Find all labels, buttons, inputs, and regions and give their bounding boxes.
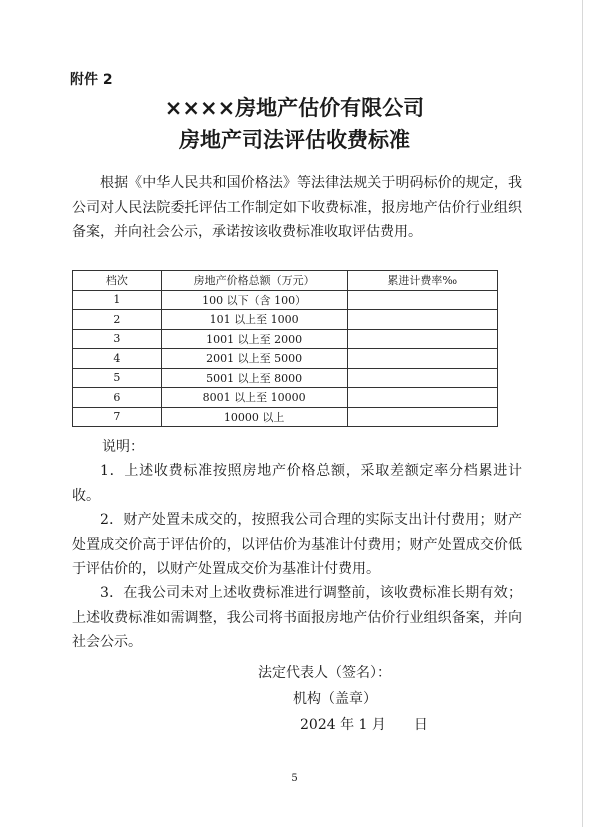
cell-rate (347, 310, 498, 330)
document-title-company: ××××房地产估价有限公司 (164, 96, 425, 120)
signature-date: 2024 年 1 月 日 (300, 717, 428, 733)
cell-range: 2001 以上至 5000 (161, 349, 347, 369)
note-item-1: 1．上述收费标准按照房地产价格总额，采取差额定率分档累进计收。 (72, 463, 522, 504)
cell-range: 1001 以上至 2000 (161, 329, 347, 349)
header-amount: 房地产价格总额（万元） (161, 271, 347, 291)
table-row (73, 349, 498, 369)
cell-range: 10000 以上 (161, 407, 347, 427)
cell-level: 6 (73, 388, 162, 408)
table-header-row (73, 271, 498, 291)
cell-rate (347, 290, 498, 310)
attachment-label: 附件 2 (70, 72, 113, 88)
table-row (73, 290, 498, 310)
cell-range: 5001 以上至 8000 (161, 368, 347, 388)
cell-rate (347, 388, 498, 408)
cell-range: 101 以上至 1000 (161, 310, 347, 330)
note-item-2: 2．财产处置未成交的，按照我公司合理的实际支出计付费用；财产处置成交价高于评估价的，以评估价为基准计付费用；财产处置成交价低于评估价的，以财产处置成交价为基准计付费用。 (72, 512, 522, 577)
intro-paragraph: 根据《中华人民共和国价格法》等法律法规关于明码标价的规定，我公司对人民法院委托评估工作制定如下收费标准，报房地产估价行业组织备案，并向社会公示，承诺按该收费标准收取评估费用。 (72, 175, 522, 240)
cell-level: 5 (73, 368, 162, 388)
table-row (73, 407, 498, 427)
cell-level: 7 (73, 407, 162, 427)
cell-level: 3 (73, 329, 162, 349)
cell-range: 8001 以上至 10000 (161, 388, 347, 408)
table-row (73, 310, 498, 330)
table-row (73, 388, 498, 408)
cell-rate (347, 407, 498, 427)
page-number: 5 (291, 773, 298, 784)
document-title-standard: 房地产司法评估收费标准 (179, 128, 410, 152)
cell-level: 4 (73, 349, 162, 369)
cell-level: 1 (73, 290, 162, 310)
header-level: 档次 (73, 271, 162, 291)
header-rate: 累进计费率‰ (347, 271, 498, 291)
notes-heading: 说明： (102, 439, 144, 455)
table-row (73, 329, 498, 349)
cell-rate (347, 368, 498, 388)
cell-rate (347, 329, 498, 349)
cell-range: 100 以下（含 100） (161, 290, 347, 310)
organization-seal: 机构（盖章） (293, 691, 377, 707)
cell-rate (347, 349, 498, 369)
table-row (73, 368, 498, 388)
fee-table (72, 270, 498, 427)
legal-representative-signature: 法定代表人（签名）： (258, 665, 391, 681)
note-item-3: 3．在我公司未对上述收费标准进行调整前，该收费标准长期有效；上述收费标准如需调整，我公司将书面报房地产估价行业组织备案，并向社会公示。 (72, 585, 522, 650)
cell-level: 2 (73, 310, 162, 330)
